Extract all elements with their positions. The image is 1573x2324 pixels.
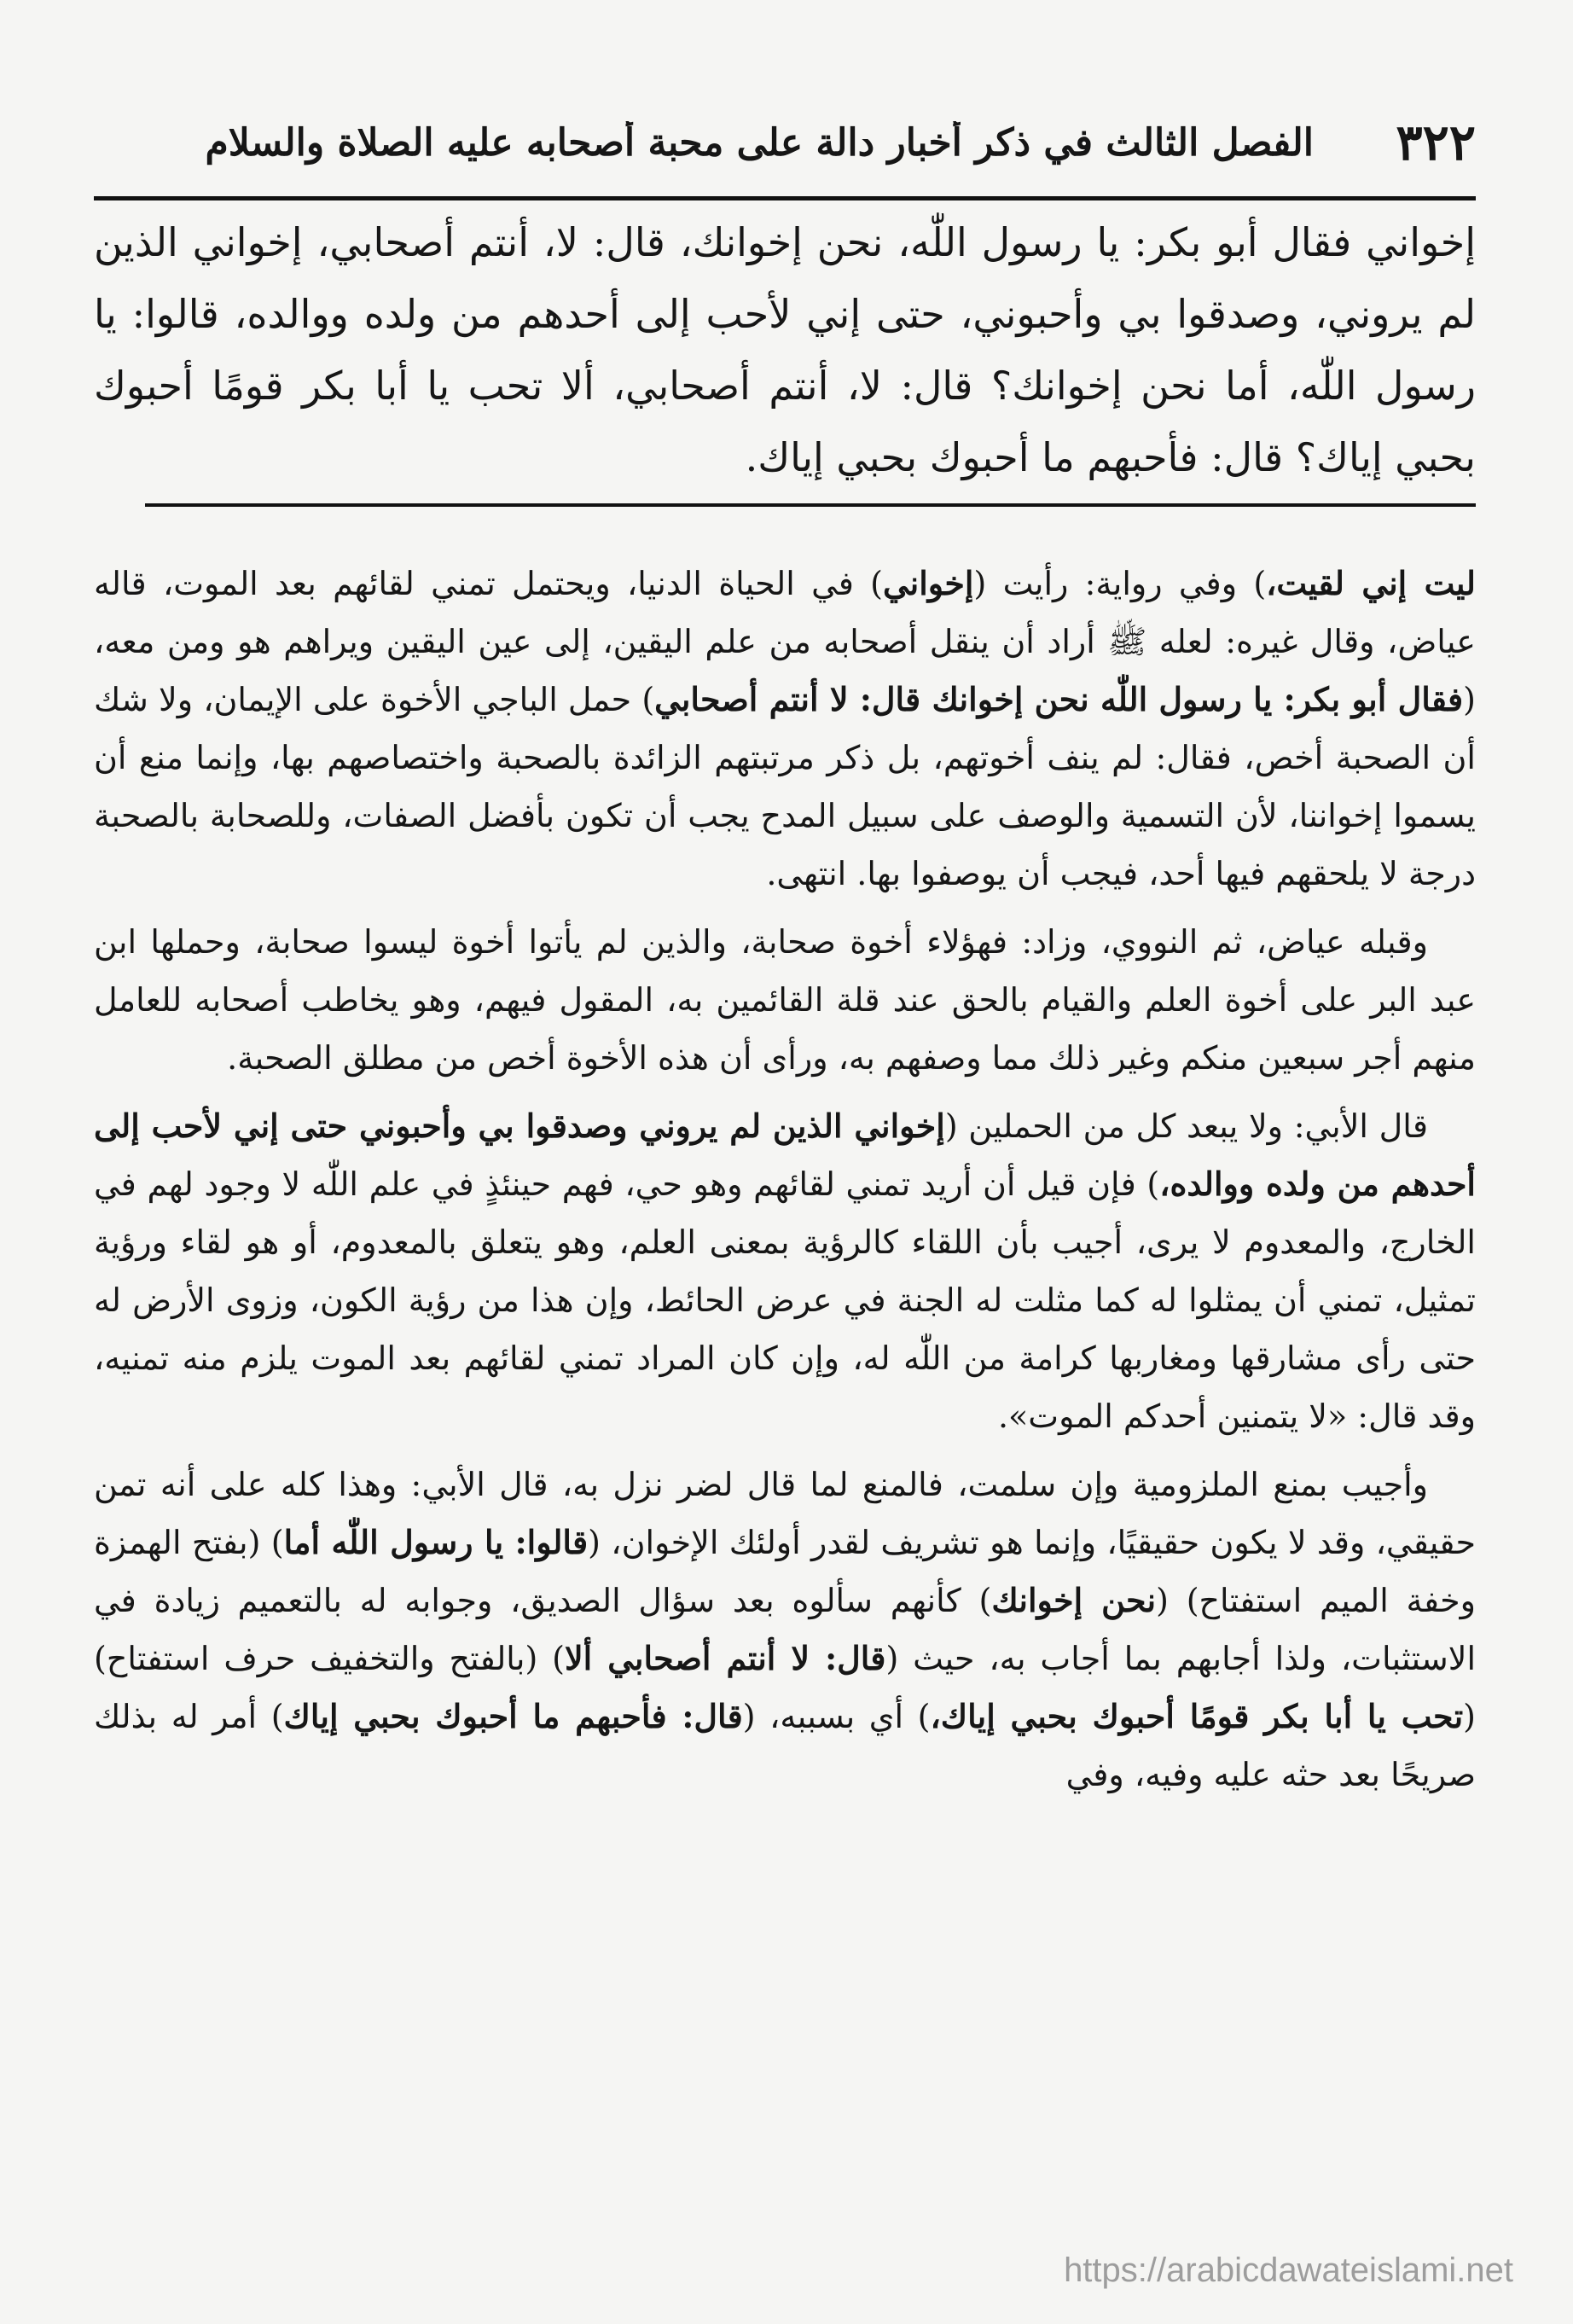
bold-phrase: قال: لا أنتم أصحابي ألا [564, 1639, 886, 1677]
text-run: ) (بفتح الهمزة وخفة الميم استفتاح) ( [94, 1524, 1476, 1619]
bold-phrase: نحن إخوانك [991, 1581, 1157, 1619]
text-run: ) (بالفتح والتخفيف حرف استفتاح) ( [94, 1640, 1476, 1735]
bold-phrase: تحب يا أبا بكر قومًا أحبوك بحبي إياك، [930, 1697, 1464, 1735]
text-run: ) أي بسببه، ( [742, 1698, 931, 1735]
commentary-paragraph-1 [94, 555, 1476, 903]
text-run: ) في الحياة الدنيا، ويحتمل تمني لقائهم بعد الموت، قاله عياض، وقال غيره: لعله ﷺ أراد أن ينقل أصحابه من علم اليقين، إلى عين اليقين ويراهم هو ومن معه، ( [94, 565, 1476, 718]
hadith-text: إخواني فقال أبو بكر: يا رسول اللّٰه، نحن إخوانك، قال: لا، أنتم أصحابي، إخواني الذين لم يروني، وصدقوا بي وأحبوني، حتى إني لأحب إلى أحدهم من ولده ووالده، قالوا: يا رسول اللّٰه، أما نحن إخوانك؟ قال: لا، أنتم أصحابي، ألا تحب يا أبا بكر قومًا أحبوك بحبي إياك؟ قال: فأحبهم ما أحبوك بحبي إياك. [94, 219, 1476, 480]
text-run: قال الأبي: ولا يبعد كل من الحملين ( [944, 1107, 1428, 1145]
source-watermark: https://arabicdawateislami.net [1064, 2251, 1513, 2289]
text-run: وأجيب بمنع الملزومية وإن سلمت، فالمنع لما قال لضر نزل به، قال الأبي: وهذا كله على أنه تمن حقيقي، وقد لا يكون حقيقيًا، وإنما هو تشريف لقدر أولئك الإخوان، ( [94, 1466, 1476, 1561]
commentary-paragraph-2: وقبله عياض، ثم النووي، وزاد: فهؤلاء أخوة صحابة، والذين لم يأتوا أخوة ليسوا صحابة، وحملها ابن عبد البر على أخوة العلم والقيام بالحق عند قلة القائمين به، المقول فيهم، وهو يخاطب أصحابه للعامل منهم أجر سبعين منكم وغير ذلك مما وصفهم به، ورأى أن هذه الأخوة أخص من مطلق الصحبة. [94, 923, 1476, 1077]
text-run: ) وفي رواية: رأيت ( [973, 565, 1267, 602]
bold-phrase: فقال أبو بكر: يا رسول اللّٰه نحن إخوانك قال: لا أنتم أصحابي [654, 680, 1464, 718]
commentary-paragraph-3 [94, 1097, 1476, 1445]
commentary [94, 555, 1476, 1814]
bold-phrase: ليت إني لقيت، [1266, 564, 1476, 602]
running-title: الفصل الثالث في ذكر أخبار دالة على محبة أصحابه عليه الصلاة والسلام [205, 121, 1314, 165]
text-run: ) أمر له بذلك صريحًا بعد حثه عليه وفيه، وفي [94, 1698, 1476, 1793]
bold-phrase: إخواني [882, 564, 974, 602]
text-run: ) فإن قيل أن أريد تمني لقائهم وهو حي، فهم حينئذٍ في علم اللّٰه لا وجود لهم في الخارج، والمعدوم لا يرى، أجيب بأن اللقاء كالرؤية بمعنى العلم، وهو يتعلق بالمعدوم، أو هو لقاء ورؤية تمثيل، تمني أن يمثلوا له كما مثلت له الجنة في عرض الحائط، وإن هذا من رؤية الكون، وزوى الأرض له حتى رأى مشارقها ومغاربها كرامة من اللّٰه له، وإن كان المراد تمني لقائهم بعد الموت يلزم منه تمنيه، وقد قال: «لا يتمنين أحدكم الموت». [94, 1165, 1476, 1435]
bold-phrase: إخواني الذين لم يروني وصدقوا بي وأحبوني حتى إني لأحب إلى أحدهم من ولده ووالده، [94, 1107, 1476, 1203]
page-header [94, 102, 1476, 200]
bold-phrase: قال: فأحبهم ما أحبوك بحبي إياك [283, 1697, 743, 1735]
bold-phrase: قالوا: يا رسول اللّٰه أما [283, 1523, 589, 1561]
separator-line [145, 503, 1476, 507]
book-page [94, 102, 1476, 2218]
commentary-paragraph-4 [94, 1455, 1476, 1804]
page-number: ٣٢٢ [1396, 113, 1476, 171]
text-run: ) حمل الباجي الأخوة على الإيمان، ولا شك أن الصحبة أخص، فقال: لم ينف أخوتهم، بل ذكر مرتبتهم الزائدة بالصحبة واختصاصهم بها، وإنما منع أن يسموا إخواننا، لأن التسمية والوصف على سبيل المدح يجب أن تكون بأفضل الصفات، وللصحابة بالصحبة درجة لا يلحقهم فيها أحد، فيجب أن يوصفوا بها. انتهى. [94, 681, 1476, 892]
text-run: ) كأنهم سألوه بعد سؤال الصديق، وجوابه له بالتعميم زيادة في الاستثبات، ولذا أجابهم بما أجاب به، حيث ( [94, 1582, 1476, 1677]
